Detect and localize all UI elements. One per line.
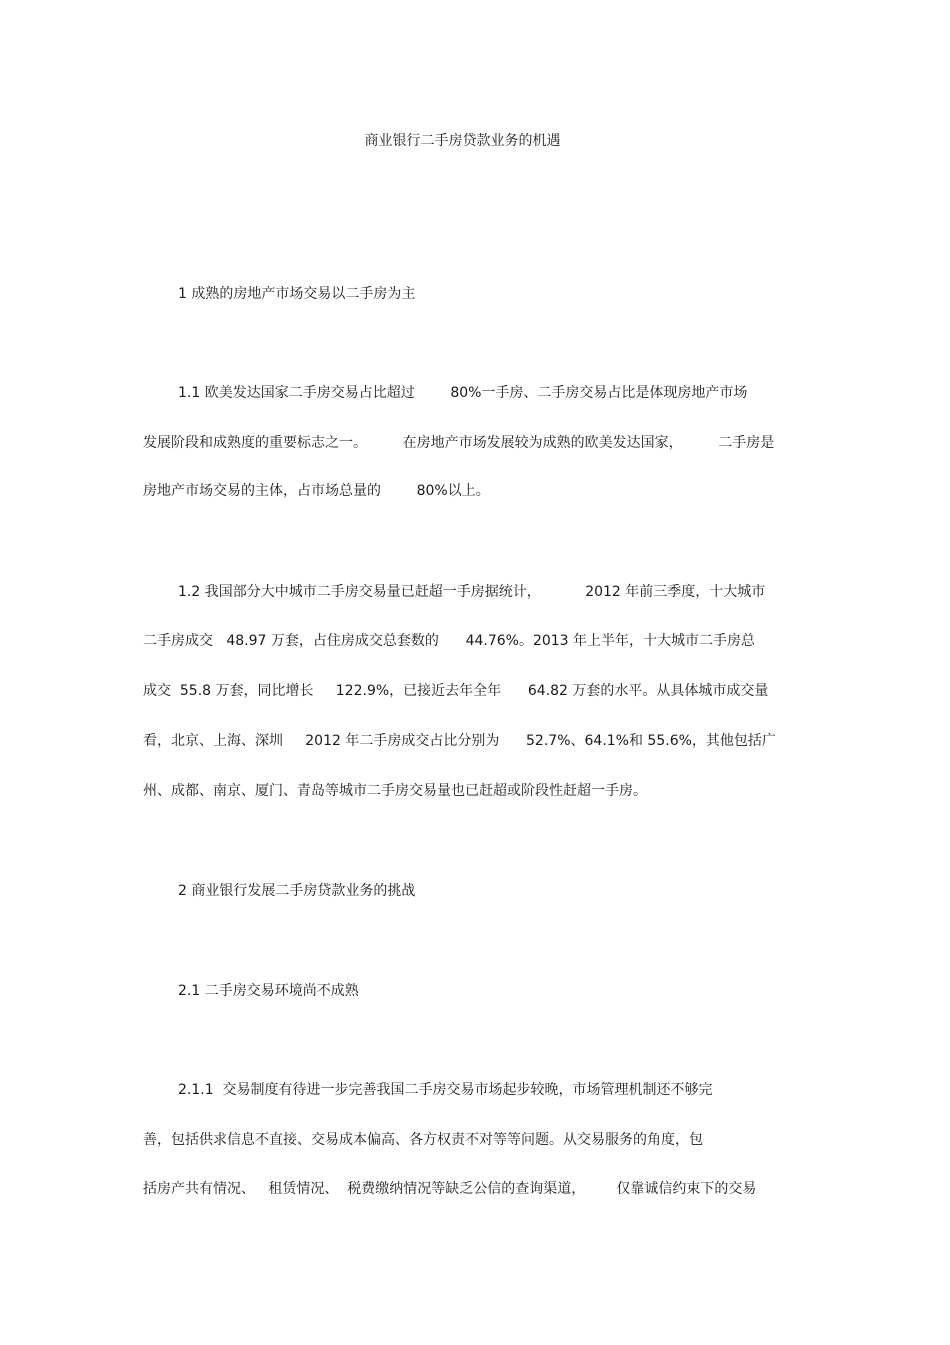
paragraph-line: 看，北京、上海、深圳 2012 年二手房成交占比分别为 52.7%、64.1%和 55.6%，其他包括广 [143,733,776,749]
heading-2: 2 商业银行发展二手房贷款业务的挑战 [178,883,416,899]
heading-2-1: 2.1 二手房交易环境尚不成熟 [178,983,359,999]
paragraph-line: 二手房成交 48.97 万套，占住房成交总套数的 44.76%。2013 年上半年，十大城市二手房总 [143,633,756,649]
paragraph-line: 善，包括供求信息不直接、交易成本偏高、各方权责不对等等问题。从交易服务的角度，包 [143,1132,703,1148]
paragraph-line: 房地产市场交易的主体，占市场总量的 80%以上。 [143,483,490,499]
paragraph-line: 2.1.1 交易制度有待进一步完善我国二手房交易市场起步较晚，市场管理机制还不够完 [178,1082,713,1098]
heading-1: 1 成熟的房地产市场交易以二手房为主 [178,286,416,302]
document-title: 商业银行二手房贷款业务的机遇 [364,133,561,149]
paragraph-line: 1.2 我国部分大中城市二手房交易量已赶超一手房据统计， 2012 年前三季度，十大城市 [178,584,766,600]
paragraph-line: 1.1 欧美发达国家二手房交易占比超过 80%一手房、二手房交易占比是体现房地产市场 [178,385,748,401]
paragraph-line: 发展阶段和成熟度的重要标志之一。 在房地产市场发展较为成熟的欧美发达国家， 二手房是 [143,435,775,451]
paragraph-line: 州、成都、南京、厦门、青岛等城市二手房交易量也已赶超或阶段性赶超一手房。 [143,783,647,799]
paragraph-line: 括房产共有情况、 租赁情况、 税费缴纳情况等缺乏公信的查询渠道， 仅靠诚信约束下的交易 [143,1181,757,1197]
paragraph-line: 成交 55.8 万套，同比增长 122.9%，已接近去年全年 64.82 万套的水平。从具体城市成交量 [143,683,769,699]
